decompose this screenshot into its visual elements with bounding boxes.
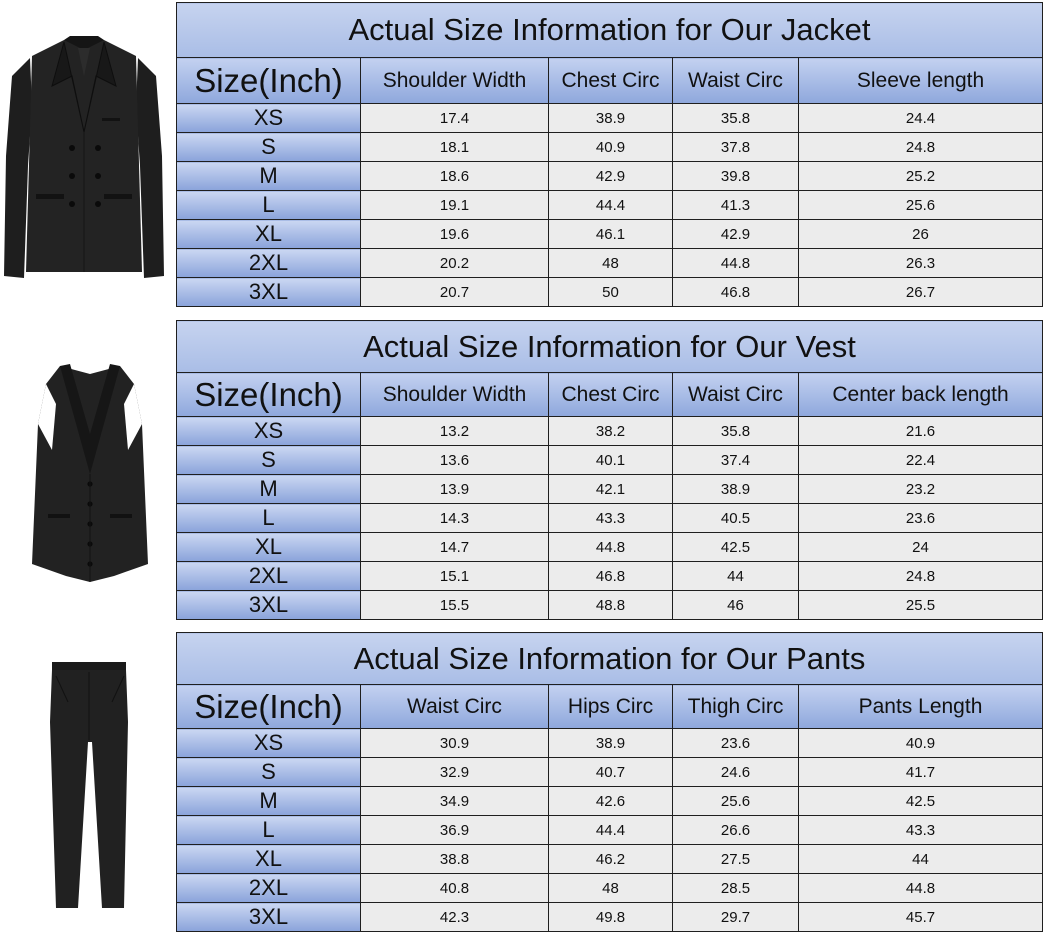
size-value: 40.8 <box>361 874 549 903</box>
pants-size-table <box>176 632 1043 932</box>
size-value: 18.1 <box>361 133 549 162</box>
table-row <box>177 417 1043 446</box>
size-value: 41.7 <box>799 758 1043 787</box>
size-label: XL <box>177 220 361 249</box>
size-value: 13.6 <box>361 446 549 475</box>
jacket-table-title: Actual Size Information for Our Jacket <box>177 3 1043 58</box>
size-value: 46.1 <box>549 220 673 249</box>
size-label: XL <box>177 533 361 562</box>
jacket-size-section <box>176 2 1042 307</box>
size-value: 42.1 <box>549 475 673 504</box>
size-value: 46.8 <box>549 562 673 591</box>
size-value: 20.2 <box>361 249 549 278</box>
size-value: 22.4 <box>799 446 1043 475</box>
table-row <box>177 874 1043 903</box>
header-chest-circ: Chest Circ <box>549 58 673 104</box>
header-pants-length: Pants Length <box>799 685 1043 729</box>
size-label: L <box>177 191 361 220</box>
size-value: 13.2 <box>361 417 549 446</box>
size-value: 42.9 <box>549 162 673 191</box>
size-value: 37.4 <box>673 446 799 475</box>
size-value: 17.4 <box>361 104 549 133</box>
table-row <box>177 729 1043 758</box>
size-value: 48 <box>549 874 673 903</box>
table-row <box>177 903 1043 932</box>
size-value: 46 <box>673 591 799 620</box>
size-value: 18.6 <box>361 162 549 191</box>
table-row <box>177 278 1043 307</box>
size-label: XS <box>177 729 361 758</box>
size-value: 40.7 <box>549 758 673 787</box>
size-value: 39.8 <box>673 162 799 191</box>
size-value: 42.5 <box>673 533 799 562</box>
pants-table-title: Actual Size Information for Our Pants <box>177 633 1043 685</box>
size-value: 38.9 <box>549 729 673 758</box>
jacket-size-table <box>176 2 1043 307</box>
size-label: XS <box>177 104 361 133</box>
size-value: 14.3 <box>361 504 549 533</box>
vest-icon <box>30 364 150 584</box>
size-value: 42.9 <box>673 220 799 249</box>
size-value: 26.3 <box>799 249 1043 278</box>
size-value: 14.7 <box>361 533 549 562</box>
jacket-table-body <box>177 104 1043 307</box>
pants-table-body <box>177 729 1043 932</box>
header-waist-circ: Waist Circ <box>673 58 799 104</box>
size-value: 35.8 <box>673 104 799 133</box>
size-value: 48.8 <box>549 591 673 620</box>
size-label: 3XL <box>177 591 361 620</box>
size-label: M <box>177 475 361 504</box>
size-label: S <box>177 133 361 162</box>
size-value: 24.8 <box>799 562 1043 591</box>
size-value: 44 <box>799 845 1043 874</box>
size-value: 15.1 <box>361 562 549 591</box>
vest-table-title: Actual Size Information for Our Vest <box>177 321 1043 373</box>
header-chest-circ: Chest Circ <box>549 373 673 417</box>
size-value: 20.7 <box>361 278 549 307</box>
size-value: 41.3 <box>673 191 799 220</box>
size-value: 27.5 <box>673 845 799 874</box>
size-value: 25.6 <box>673 787 799 816</box>
size-value: 19.6 <box>361 220 549 249</box>
size-value: 40.1 <box>549 446 673 475</box>
table-row <box>177 220 1043 249</box>
size-value: 40.9 <box>799 729 1043 758</box>
pants-icon <box>48 662 132 912</box>
size-label: S <box>177 758 361 787</box>
size-value: 44.4 <box>549 816 673 845</box>
table-row <box>177 446 1043 475</box>
size-value: 26.6 <box>673 816 799 845</box>
size-value: 24.8 <box>799 133 1043 162</box>
size-value: 42.6 <box>549 787 673 816</box>
size-value: 24 <box>799 533 1043 562</box>
jacket-icon <box>2 36 166 282</box>
vest-table-body <box>177 417 1043 620</box>
size-value: 28.5 <box>673 874 799 903</box>
size-value: 49.8 <box>549 903 673 932</box>
size-value: 24.6 <box>673 758 799 787</box>
table-row <box>177 249 1043 278</box>
size-value: 26.7 <box>799 278 1043 307</box>
size-value: 29.7 <box>673 903 799 932</box>
size-value: 24.4 <box>799 104 1043 133</box>
size-value: 44 <box>673 562 799 591</box>
size-label: 3XL <box>177 278 361 307</box>
size-value: 40.5 <box>673 504 799 533</box>
size-value: 38.9 <box>549 104 673 133</box>
size-value: 43.3 <box>799 816 1043 845</box>
table-row <box>177 787 1043 816</box>
size-value: 38.9 <box>673 475 799 504</box>
table-row <box>177 191 1043 220</box>
size-label: S <box>177 446 361 475</box>
size-label: L <box>177 816 361 845</box>
header-size: Size(Inch) <box>177 685 361 729</box>
table-row <box>177 475 1043 504</box>
header-hips-circ: Hips Circ <box>549 685 673 729</box>
size-value: 44.8 <box>673 249 799 278</box>
header-center-back-length: Center back length <box>799 373 1043 417</box>
size-value: 37.8 <box>673 133 799 162</box>
size-label: XS <box>177 417 361 446</box>
size-value: 50 <box>549 278 673 307</box>
size-value: 46.8 <box>673 278 799 307</box>
size-value: 23.2 <box>799 475 1043 504</box>
pants-size-section <box>176 632 1042 932</box>
table-row <box>177 591 1043 620</box>
size-value: 25.5 <box>799 591 1043 620</box>
size-value: 13.9 <box>361 475 549 504</box>
size-value: 15.5 <box>361 591 549 620</box>
size-label: 2XL <box>177 249 361 278</box>
size-label: L <box>177 504 361 533</box>
vest-size-table <box>176 320 1043 620</box>
size-value: 19.1 <box>361 191 549 220</box>
size-value: 25.6 <box>799 191 1043 220</box>
vest-size-section <box>176 320 1042 620</box>
header-size: Size(Inch) <box>177 373 361 417</box>
header-waist-circ: Waist Circ <box>673 373 799 417</box>
table-row <box>177 504 1043 533</box>
size-value: 32.9 <box>361 758 549 787</box>
table-row <box>177 845 1043 874</box>
size-value: 38.8 <box>361 845 549 874</box>
size-label: 2XL <box>177 874 361 903</box>
size-value: 36.9 <box>361 816 549 845</box>
size-value: 42.5 <box>799 787 1043 816</box>
size-label: M <box>177 162 361 191</box>
size-value: 38.2 <box>549 417 673 446</box>
header-sleeve-length: Sleeve length <box>799 58 1043 104</box>
size-value: 25.2 <box>799 162 1043 191</box>
size-value: 44.8 <box>799 874 1043 903</box>
size-value: 30.9 <box>361 729 549 758</box>
size-value: 44.4 <box>549 191 673 220</box>
table-row <box>177 533 1043 562</box>
size-value: 46.2 <box>549 845 673 874</box>
size-label: 3XL <box>177 903 361 932</box>
table-row <box>177 758 1043 787</box>
size-value: 42.3 <box>361 903 549 932</box>
size-label: M <box>177 787 361 816</box>
size-value: 23.6 <box>673 729 799 758</box>
header-size: Size(Inch) <box>177 58 361 104</box>
size-label: XL <box>177 845 361 874</box>
table-row <box>177 133 1043 162</box>
header-shoulder-width: Shoulder Width <box>361 373 549 417</box>
table-row <box>177 104 1043 133</box>
size-value: 45.7 <box>799 903 1043 932</box>
table-row <box>177 162 1043 191</box>
header-shoulder-width: Shoulder Width <box>361 58 549 104</box>
size-value: 21.6 <box>799 417 1043 446</box>
size-value: 35.8 <box>673 417 799 446</box>
size-value: 44.8 <box>549 533 673 562</box>
header-waist-circ: Waist Circ <box>361 685 549 729</box>
size-value: 23.6 <box>799 504 1043 533</box>
size-value: 34.9 <box>361 787 549 816</box>
size-value: 43.3 <box>549 504 673 533</box>
header-thigh-circ: Thigh Circ <box>673 685 799 729</box>
table-row <box>177 562 1043 591</box>
size-value: 26 <box>799 220 1043 249</box>
size-value: 48 <box>549 249 673 278</box>
size-label: 2XL <box>177 562 361 591</box>
size-value: 40.9 <box>549 133 673 162</box>
table-row <box>177 816 1043 845</box>
